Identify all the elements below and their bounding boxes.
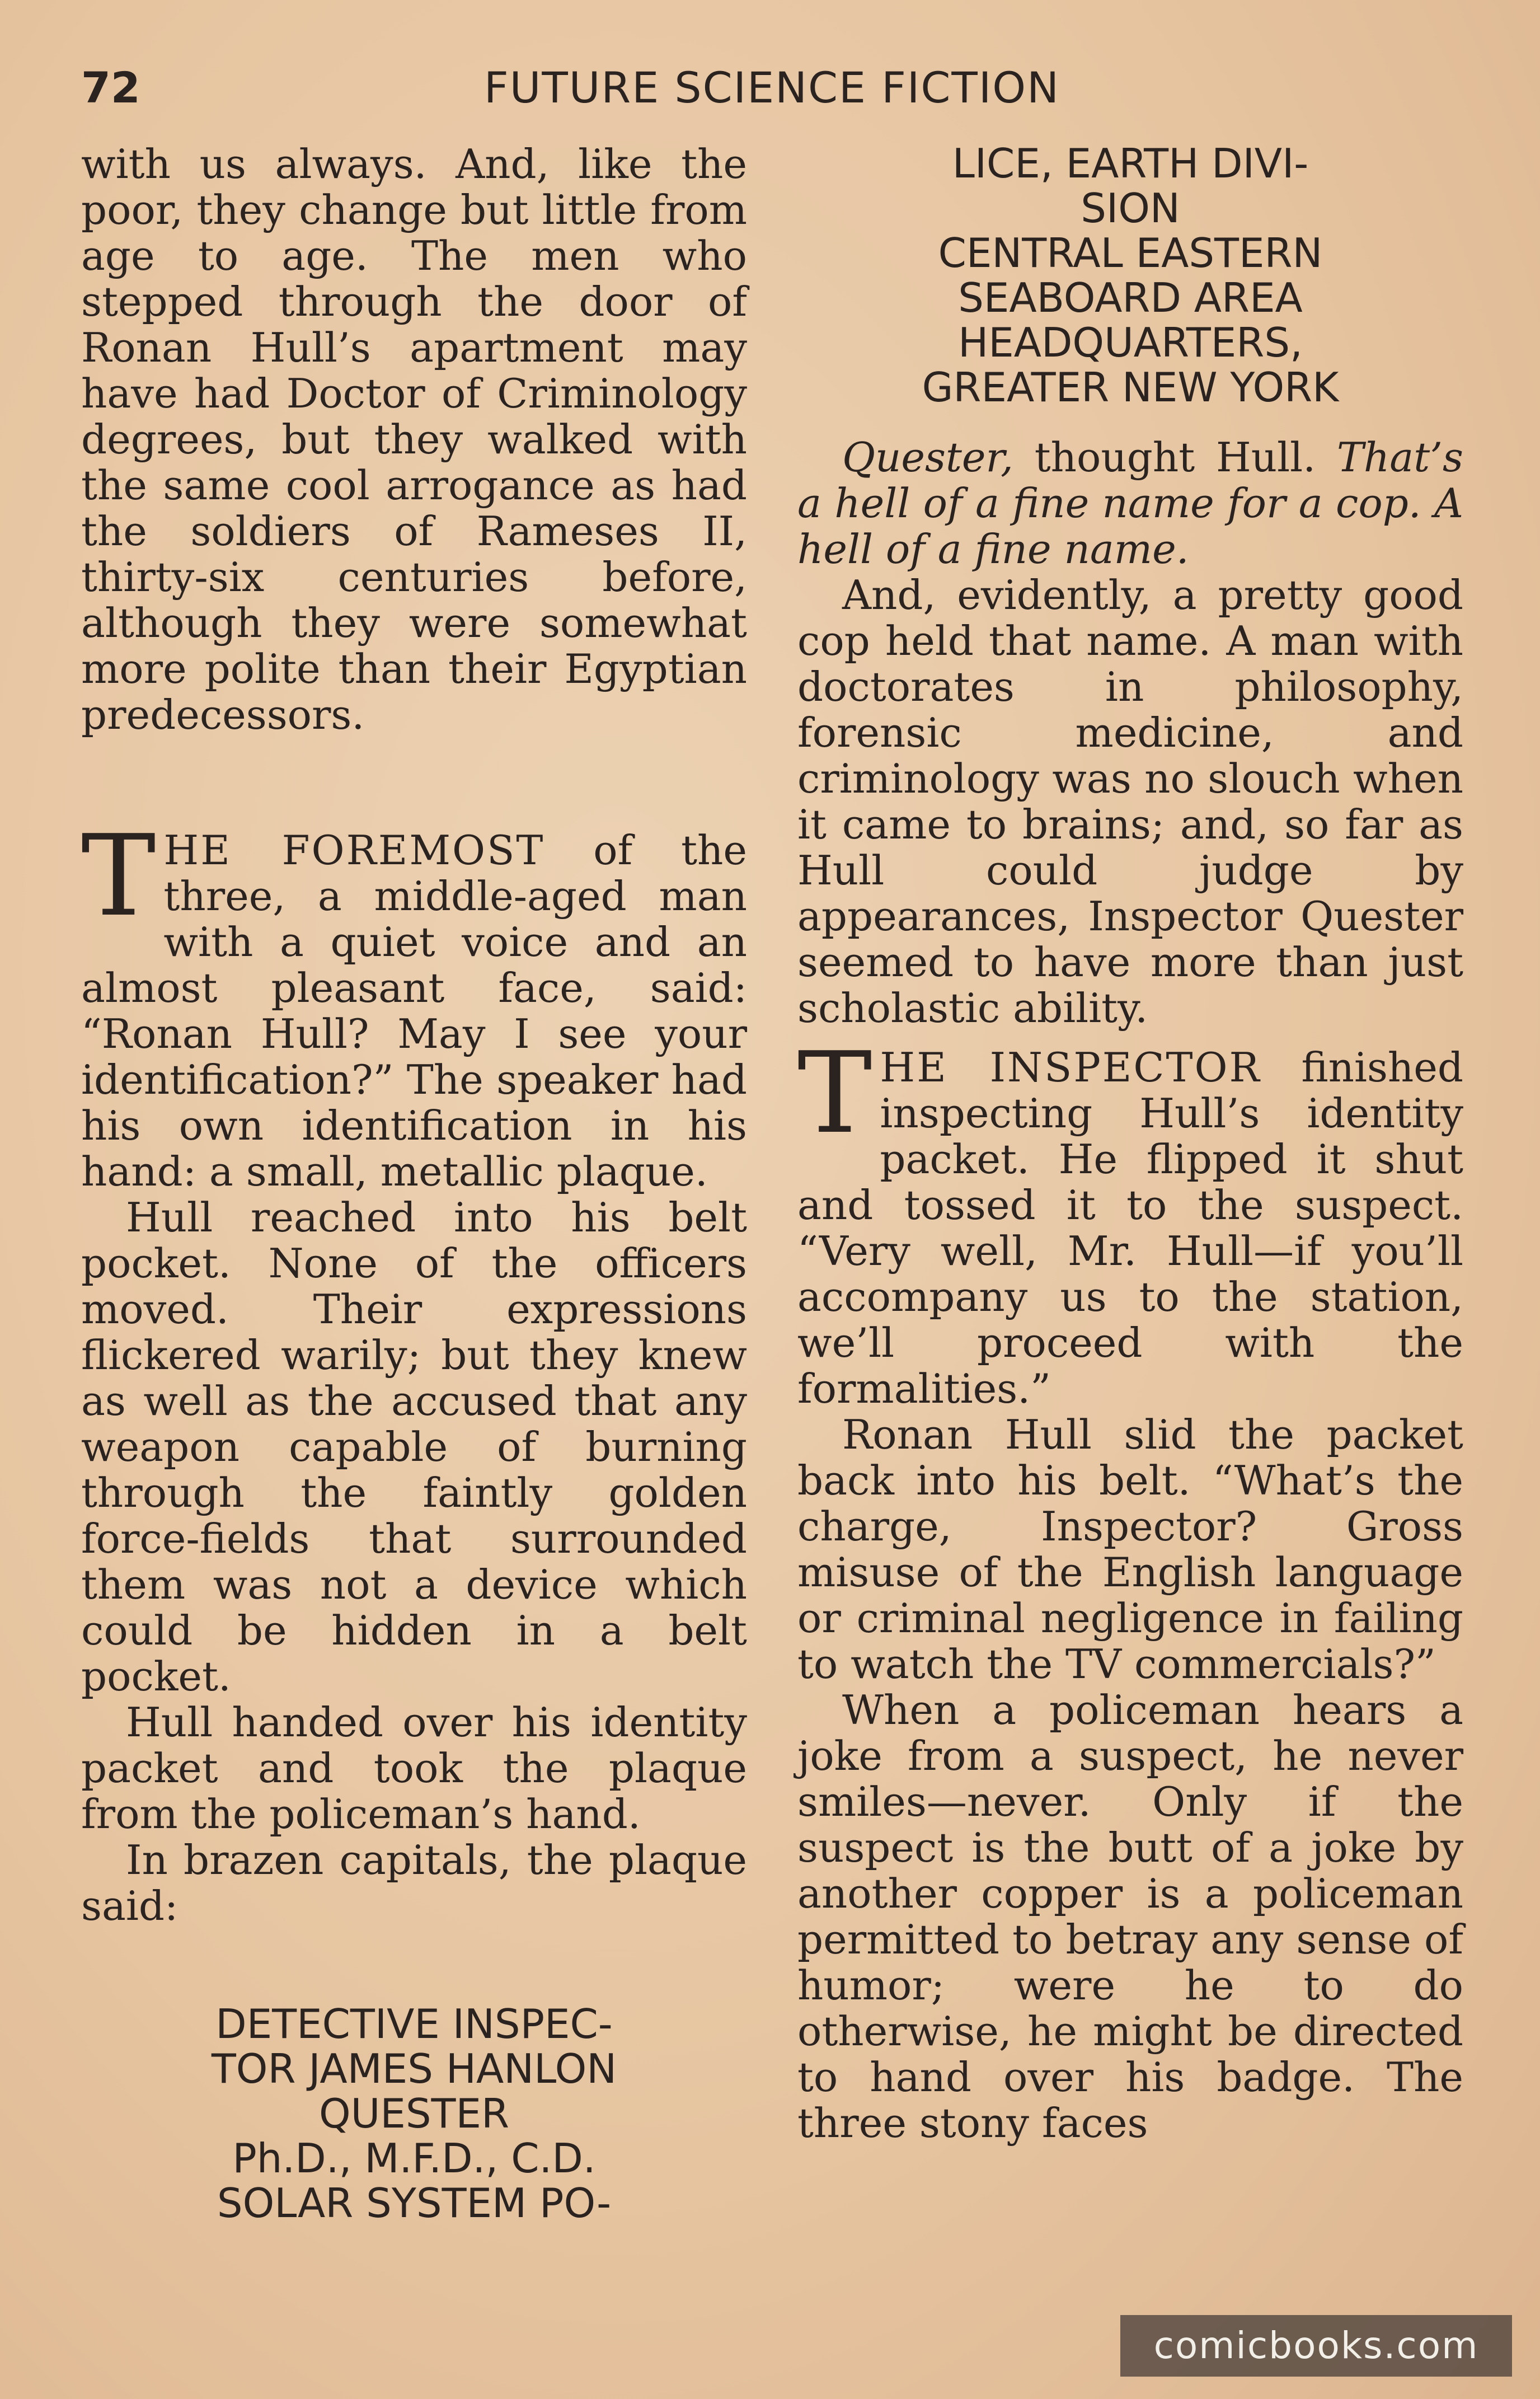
plaque-text xyxy=(81,2002,747,2225)
paragraph: And, evidently, a pretty good cop held that name. A man with doctorates in philosophy, forensic medicine, and criminology was no slouch when it came to brains; and, so far as Hull could judge by appearances, Inspector Quester seemed to have more than just scholastic ability. xyxy=(797,571,1463,1032)
running-title: FUTURE SCIENCE FICTION xyxy=(484,63,1060,113)
paragraph: Hull handed over his identity packet and took the plaque from the policeman’s hand. xyxy=(81,1699,747,1838)
page-number: 72 xyxy=(81,63,140,113)
site-watermark: comicbooks.com xyxy=(1120,2315,1512,2377)
paragraph-dropcap xyxy=(797,1028,1463,1412)
paragraph-text: thought Hull. xyxy=(1013,434,1337,481)
plaque-line: CENTRAL EASTERN xyxy=(938,229,1323,277)
paragraph-text: of the three, a middle-aged man with a quiet voice and an almost pleasant face, said: “Ronan Hull? May I see your identification?” The speaker had his own identification in his hand: a small, metallic plaque. xyxy=(81,827,747,1195)
plaque-line: HEADQUARTERS, xyxy=(958,319,1303,366)
italic-text: Quester, xyxy=(842,434,1013,481)
drop-cap: T xyxy=(81,811,156,941)
paragraph: In brazen capitals, the plaque said: xyxy=(81,1836,747,1929)
drop-cap: T xyxy=(797,1028,872,1159)
left-column xyxy=(81,141,747,2225)
paragraph-text: finished inspecting Hull’s identity packet. He flipped it shut and tossed it to the suspect. “Very well, Mr. Hull—if you’ll accompany us to the station, we’ll proceed with the formalities.” xyxy=(797,1044,1463,1412)
plaque-line: GREATER NEW YORK xyxy=(922,364,1339,411)
paragraph-dropcap xyxy=(81,811,747,1195)
plaque-line: SEABOARD AREA xyxy=(958,274,1303,321)
plaque-text-continued xyxy=(797,141,1463,410)
paragraph: Hull reached into his belt pocket. None of the officers moved. Their expressions flickered warily; but they knew as well as the accused that any weapon capable of burning through the faintly golden force-fields that surrounded them was not a device which could be hidden in a belt pocket. xyxy=(81,1194,747,1700)
plaque-line: QUESTER xyxy=(318,2090,510,2137)
small-caps-lead: HE INSPECTOR xyxy=(880,1044,1261,1091)
paragraph: Ronan Hull slid the packet back into his belt. “What’s the charge, Inspector? Gross misuse of the English language or criminal negligence in failing to watch the TV commercials?” xyxy=(797,1411,1463,1688)
italic-text: That’s a hell of a fine name for a cop. A hell of a fine name. xyxy=(797,434,1463,573)
small-caps-lead: HE FOREMOST xyxy=(163,827,545,874)
paragraph: with us always. And, like the poor, they change but little from age to age. The men who stepped through the door of Ronan Hull’s apartment may have had Doctor of Criminology degrees, but they walked with the same cool arrogance as had the soldiers of Rameses II, thirty-six centuries before, although they were somewhat more polite than their Egyptian predecessors. xyxy=(81,140,747,738)
plaque-line: SOLAR SYSTEM PO- xyxy=(217,2180,612,2227)
section-break xyxy=(81,738,747,827)
plaque-line: DETECTIVE INSPEC- xyxy=(215,2000,613,2047)
plaque-line: TOR JAMES HANLON xyxy=(211,2045,617,2092)
right-column xyxy=(797,141,1463,2146)
plaque-line: Ph.D., M.F.D., C.D. xyxy=(232,2135,596,2182)
paragraph: When a policeman hears a joke from a suspect, he never smiles—never. Only if the suspect is the butt of a joke by another copper is a policeman permitted to betray any sense of humor; were he to do otherwise, he might be directed to hand over his badge. The three stony faces xyxy=(797,1686,1463,2147)
page-header xyxy=(81,63,1458,119)
plaque-line: SION xyxy=(1081,185,1180,232)
paragraph xyxy=(797,434,1463,572)
plaque-line: LICE, EARTH DIVI- xyxy=(952,140,1309,187)
